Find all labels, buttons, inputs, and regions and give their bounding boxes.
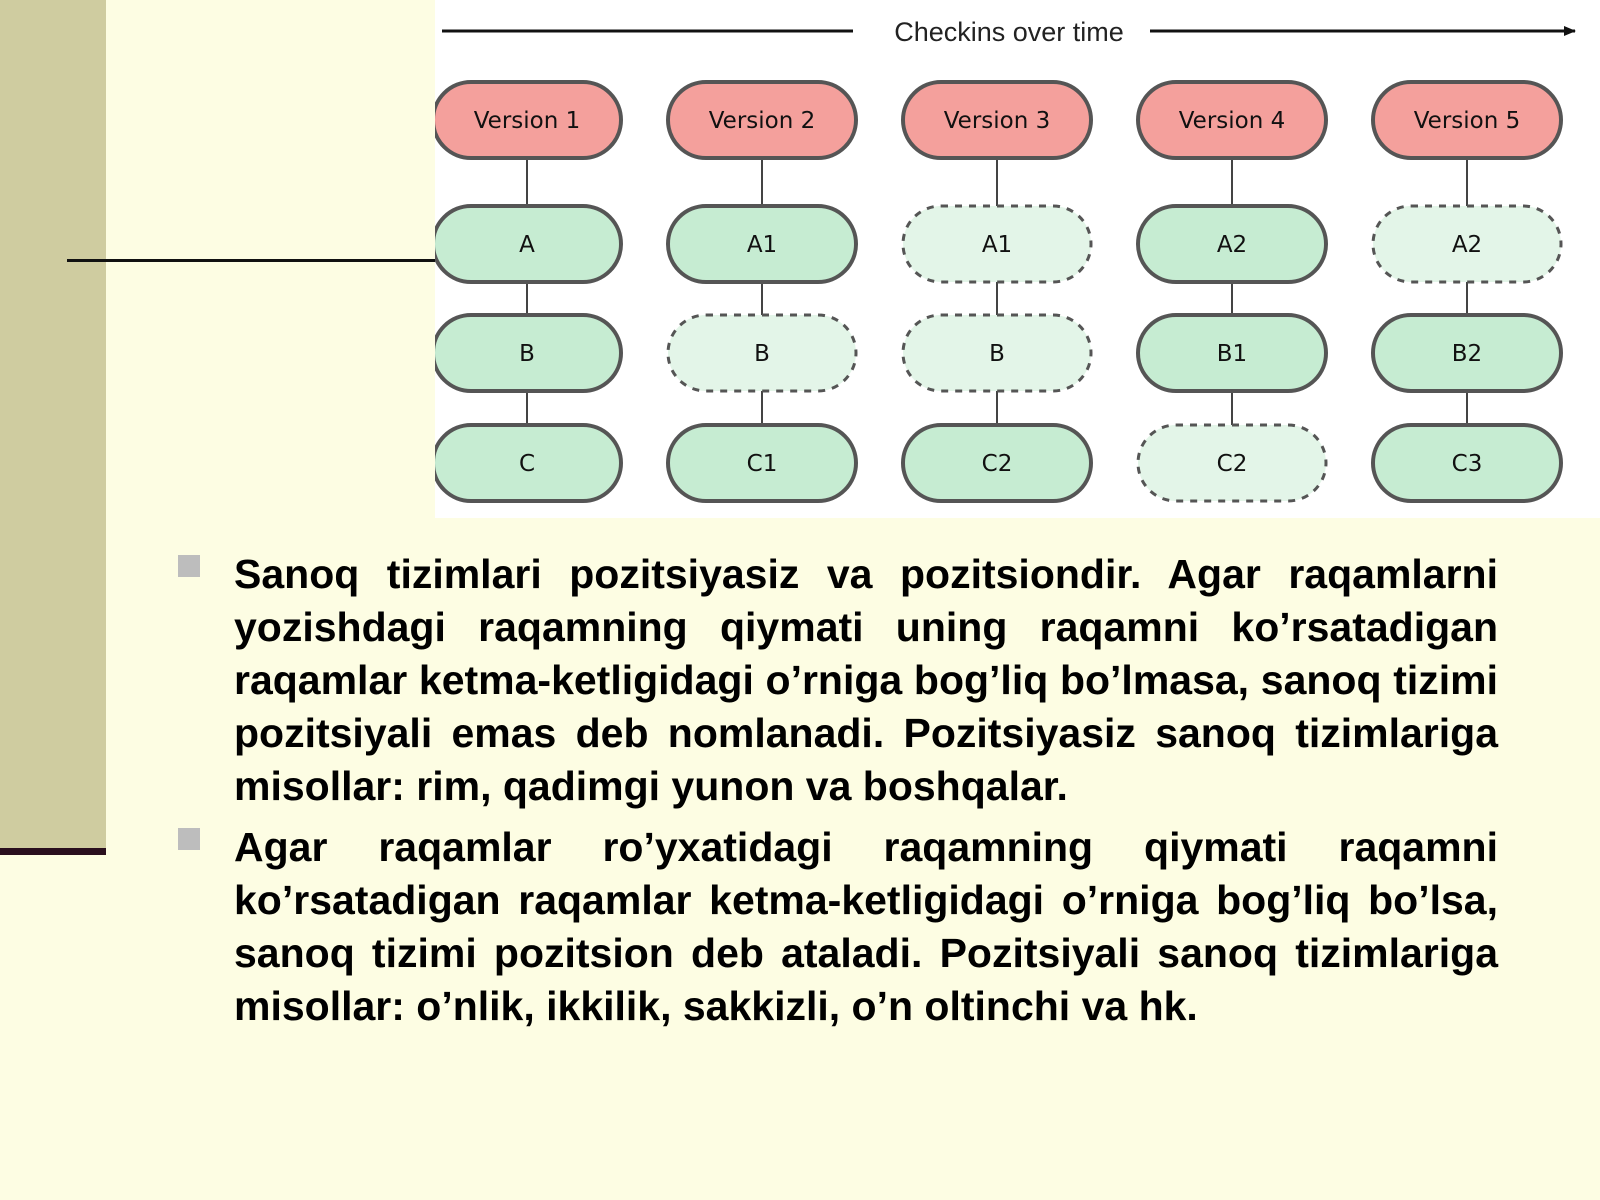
bullet-item-2 bbox=[178, 821, 1498, 1033]
file-label: B2 bbox=[1451, 341, 1483, 367]
bullet-text: Sanoq tizimlari pozitsiyasiz va pozitsiondir. Agar raqamlarni yozishdagi raqamning qiymati uning raqamni ko’rsatadigan raqamlar ketma-ketligidagi o’rniga bog’liq bo’lmasa, sanoq tizimi pozitsiyali emas deb nomlanadi. Pozitsiyasiz sanoq tizimlariga misollar: rim, qadimgi yunon va boshqalar. bbox=[234, 551, 1498, 809]
version-column bbox=[1138, 82, 1326, 501]
bullet-square-icon bbox=[178, 828, 200, 850]
side-band bbox=[0, 0, 106, 853]
version-label: Version 1 bbox=[473, 108, 581, 134]
side-bottom-rule bbox=[0, 848, 106, 855]
version-label: Version 5 bbox=[1413, 108, 1521, 134]
version-label: Version 2 bbox=[708, 108, 816, 134]
file-label: A2 bbox=[1451, 232, 1483, 258]
file-label: C2 bbox=[1216, 451, 1248, 477]
version-diagram bbox=[435, 0, 1600, 518]
file-label: B bbox=[989, 341, 1005, 367]
horizontal-rule bbox=[67, 259, 435, 262]
version-column bbox=[435, 82, 621, 501]
file-label: A2 bbox=[1216, 232, 1248, 258]
version-column bbox=[1373, 82, 1561, 501]
version-label: Version 4 bbox=[1178, 108, 1286, 134]
bullet-square-icon bbox=[178, 555, 200, 577]
bullet-text: Agar raqamlar ro’yxatidagi raqamning qiymati raqamni ko’rsatadigan raqamlar ketma-ketligidagi o’rniga bog’liq bo’lsa, sanoq tizimi pozitsion deb ataladi. Pozitsiyali sanoq tizimlariga misollar: o’nlik, ikkilik, sakkizli, o’n oltinchi va hk. bbox=[234, 824, 1498, 1029]
bullet-list bbox=[178, 548, 1498, 1041]
file-label: C1 bbox=[746, 451, 778, 477]
file-label: A bbox=[519, 232, 535, 258]
timeline-label: Checkins over time bbox=[894, 17, 1124, 47]
version-label: Version 3 bbox=[943, 108, 1051, 134]
file-label: A1 bbox=[981, 232, 1013, 258]
file-label: C bbox=[518, 451, 536, 477]
file-label: A1 bbox=[746, 232, 778, 258]
version-column bbox=[668, 82, 856, 501]
file-label: C2 bbox=[981, 451, 1013, 477]
version-column bbox=[903, 82, 1091, 501]
file-label: B bbox=[754, 341, 770, 367]
file-label: C3 bbox=[1451, 451, 1483, 477]
file-label: B1 bbox=[1216, 341, 1248, 367]
version-diagram-svg bbox=[435, 0, 1600, 518]
file-label: B bbox=[519, 341, 535, 367]
bullet-item-1 bbox=[178, 548, 1498, 813]
